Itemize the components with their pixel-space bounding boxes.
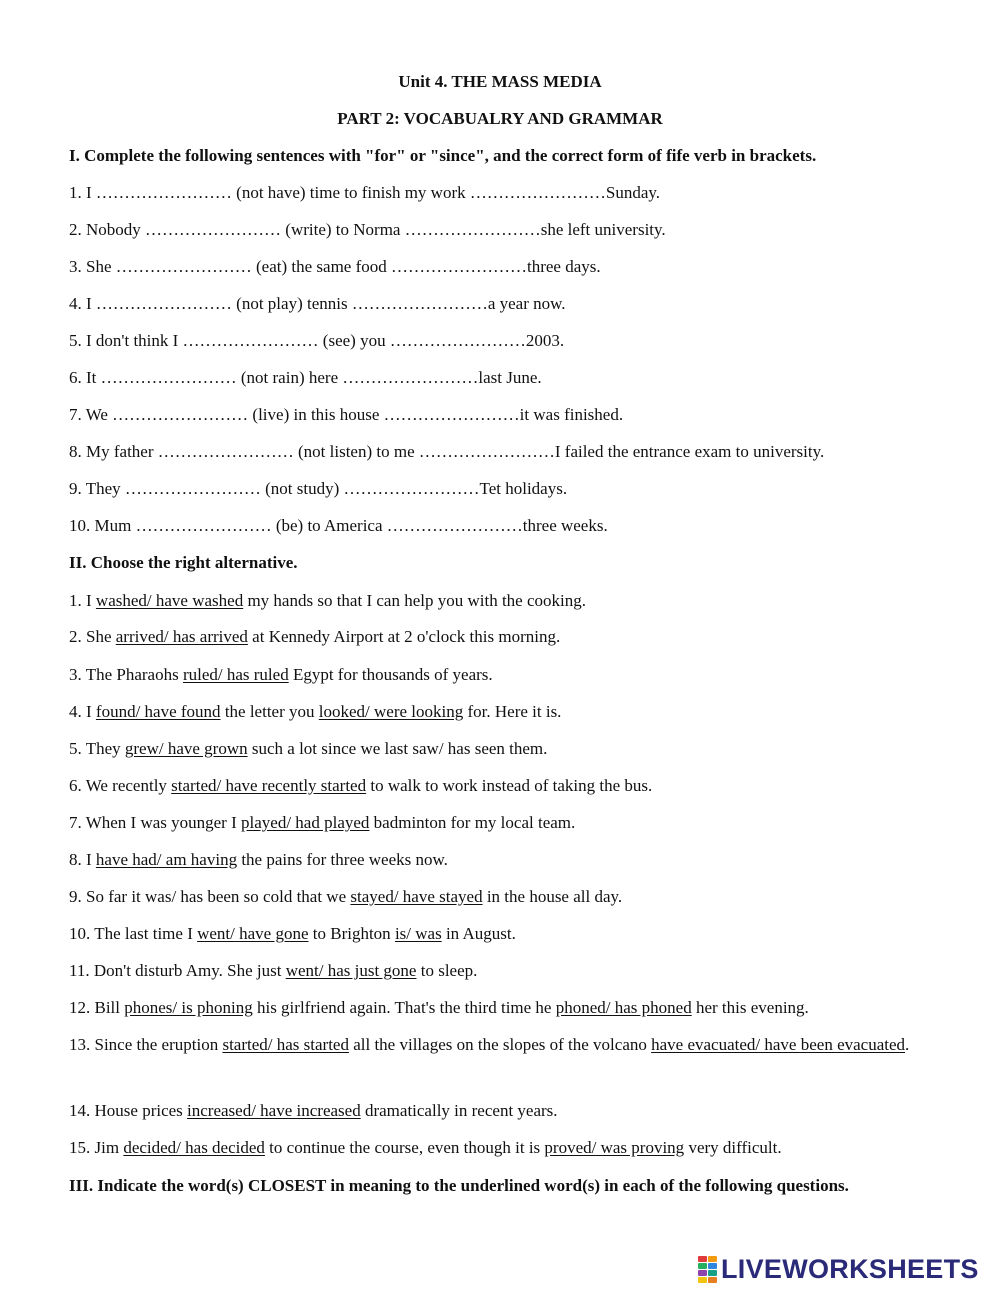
section-2-heading: II. Choose the right alternative. — [69, 553, 298, 572]
exercise-2-item: 9. So far it was/ has been so cold that we stayed/ have stayed in the house all day. — [69, 887, 623, 906]
answer-choice[interactable]: have had/ am having — [95, 850, 238, 869]
exercise-1-item: 3. She …………………… (eat) the same food ……………………three days. — [69, 257, 601, 276]
liveworksheets-logo[interactable] — [698, 1254, 979, 1284]
answer-choice[interactable]: have evacuated/ have been evacuated — [651, 1035, 906, 1054]
answer-choice[interactable]: phones/ is phoning — [124, 998, 253, 1017]
answer-choice[interactable]: is/ was — [394, 924, 442, 943]
answer-choice[interactable]: played/ had played — [241, 813, 370, 832]
answer-choice[interactable]: looked/ were looking — [318, 702, 464, 721]
logo-block — [708, 1270, 717, 1276]
section-1-heading: I. Complete the following sentences with "for" or "since", and the correct form of fife verb in brackets. — [69, 146, 817, 165]
answer-choice[interactable]: washed/ have washed — [95, 591, 244, 610]
logo-block — [708, 1277, 717, 1283]
answer-choice[interactable]: proved/ was proving — [544, 1138, 685, 1157]
exercise-1-item: 10. Mum …………………… (be) to America ……………………three weeks. — [69, 516, 608, 535]
answer-choice[interactable]: ruled/ has ruled — [182, 665, 289, 684]
exercise-2-item: 1. I washed/ have washed my hands so that I can help you with the cooking. — [69, 591, 586, 610]
exercise-1-item: 7. We …………………… (live) in this house ……………………it was finished. — [69, 405, 624, 424]
logo-block — [698, 1277, 707, 1283]
exercise-2-item: 10. The last time I went/ have gone to Brighton is/ was in August. — [69, 924, 516, 943]
exercise-2-item: 15. Jim decided/ has decided to continue the course, even though it is proved/ was proving very difficult. — [69, 1138, 782, 1157]
answer-choice[interactable]: increased/ have increased — [187, 1101, 361, 1120]
logo-text: LIVEWORKSHEETS — [721, 1253, 979, 1284]
logo-block — [708, 1263, 717, 1269]
exercise-2-item: 14. House prices increased/ have increased dramatically in recent years. — [69, 1101, 558, 1120]
exercise-2-item: 13. Since the eruption started/ has started all the villages on the slopes of the volcano have evacuated/ have been evacuated. — [69, 1035, 910, 1054]
exercise-1-item: 2. Nobody …………………… (write) to Norma ……………………she left university. — [69, 220, 666, 239]
exercise-2-item: 4. I found/ have found the letter you looked/ were looking for. Here it is. — [69, 702, 562, 721]
exercise-2-item: 2. She arrived/ has arrived at Kennedy Airport at 2 o'clock this morning. — [69, 627, 561, 646]
exercise-2-item: 5. They grew/ have grown such a lot since we last saw/ has seen them. — [69, 739, 548, 758]
exercise-2-item: 11. Don't disturb Amy. She just went/ has just gone to sleep. — [69, 961, 478, 980]
section-3-heading: III. Indicate the word(s) CLOSEST in meaning to the underlined word(s) in each of the following questions. — [69, 1176, 849, 1195]
exercise-1-item: 8. My father …………………… (not listen) to me ……………………I failed the entrance exam to university. — [69, 442, 825, 461]
logo-block — [708, 1256, 717, 1262]
part-title: PART 2: VOCABUALRY AND GRAMMAR — [337, 109, 663, 128]
logo-block — [698, 1270, 707, 1276]
answer-choice[interactable]: went/ has just gone — [285, 961, 417, 980]
logo-block — [698, 1256, 707, 1262]
exercise-2-item: 8. I have had/ am having the pains for three weeks now. — [69, 850, 448, 869]
answer-choice[interactable]: grew/ have grown — [124, 739, 248, 758]
answer-choice[interactable]: found/ have found — [95, 702, 221, 721]
answer-choice[interactable]: went/ have gone — [197, 924, 309, 943]
exercise-2-item: 7. When I was younger I played/ had played badminton for my local team. — [69, 813, 576, 832]
answer-choice[interactable]: decided/ has decided — [123, 1138, 265, 1157]
liveworksheets-logo-icon — [698, 1256, 717, 1283]
answer-choice[interactable]: started/ have recently started — [171, 776, 367, 795]
exercise-1-item: 1. I …………………… (not have) time to finish my work ……………………Sunday. — [69, 183, 661, 202]
exercise-1-item: 6. It …………………… (not rain) here ……………………last June. — [69, 368, 542, 387]
answer-choice[interactable]: arrived/ has arrived — [115, 627, 248, 646]
exercise-1-item: 9. They …………………… (not study) ……………………Tet holidays. — [69, 479, 568, 498]
answer-choice[interactable]: stayed/ have stayed — [350, 887, 483, 906]
logo-block — [698, 1263, 707, 1269]
unit-title: Unit 4. THE MASS MEDIA — [398, 72, 602, 91]
exercise-2-item: 12. Bill phones/ is phoning his girlfriend again. That's the third time he phoned/ has phoned her this evening. — [69, 998, 809, 1017]
exercise-2-item: 6. We recently started/ have recently started to walk to work instead of taking the bus. — [69, 776, 653, 795]
exercise-2-item: 3. The Pharaohs ruled/ has ruled Egypt for thousands of years. — [69, 665, 493, 684]
exercise-1-item: 5. I don't think I …………………… (see) you ……………………2003. — [69, 331, 565, 350]
answer-choice[interactable]: started/ has started — [222, 1035, 349, 1054]
exercise-1-item: 4. I …………………… (not play) tennis ……………………a year now. — [69, 294, 566, 313]
answer-choice[interactable]: phoned/ has phoned — [555, 998, 692, 1017]
